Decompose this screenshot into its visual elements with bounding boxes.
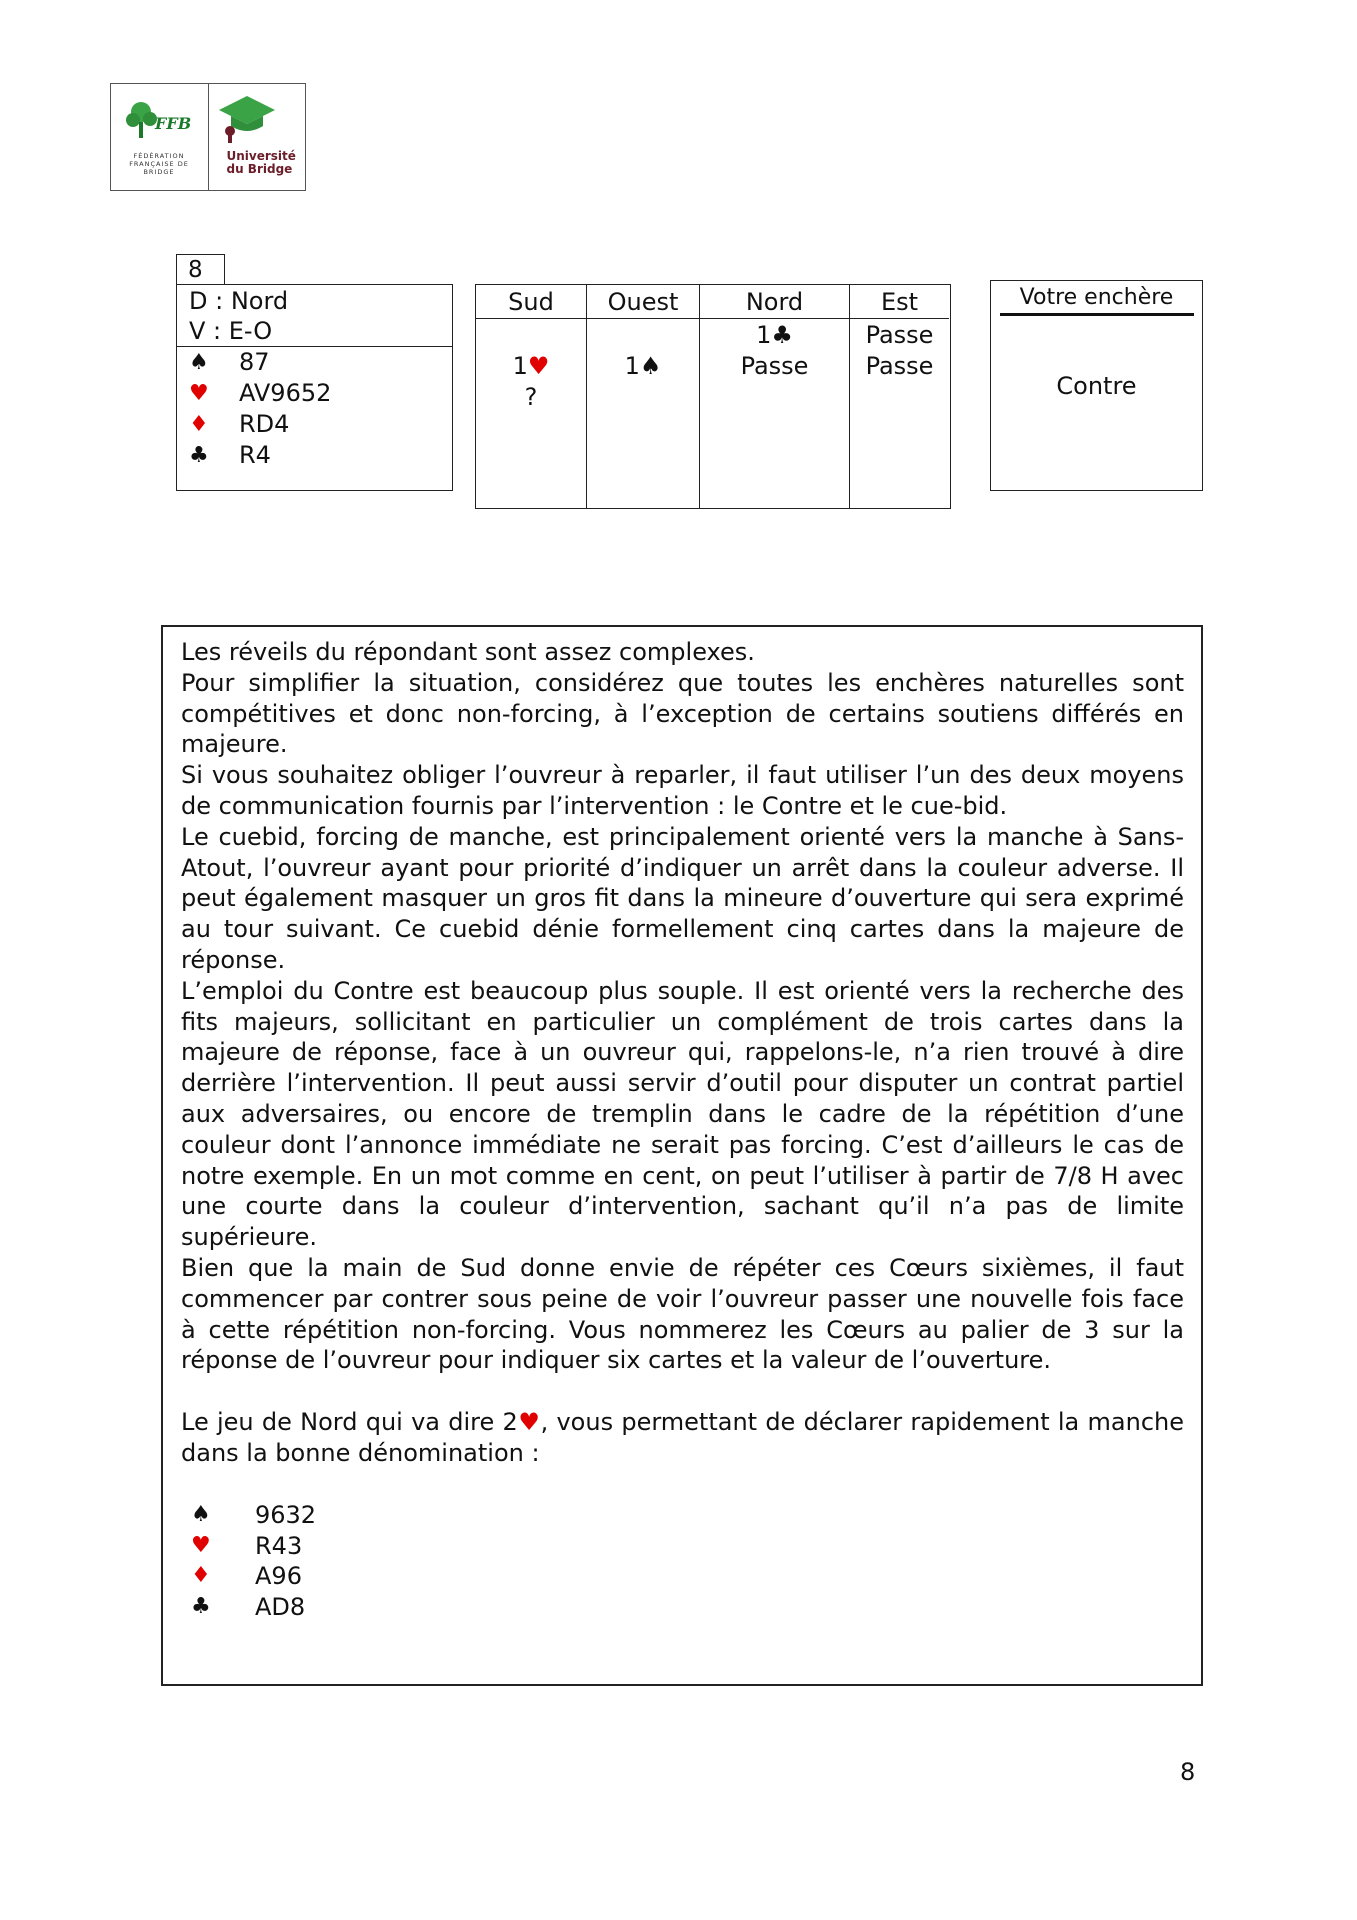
spade-icon: ♠ [639, 352, 662, 380]
paragraph-1: Les réveils du répondant sont assez complexes. [181, 638, 755, 666]
paragraph-6: Bien que la main de Sud donne envie de répéter ces Cœurs sixièmes, il faut commencer par contrer sous peine de voir l’ouvreur passer une nouvelle fois face à cette répétition non-forcing. Vous nommerez les Cœurs au palier de 3 sur la réponse de l’ouvreur pour indiquer six cartes et la valeur de l’ouverture. [181, 1253, 1184, 1375]
club-icon: ♣ [771, 321, 793, 349]
north-row-diamonds [181, 1561, 1184, 1592]
paragraph-4: Le cuebid, forcing de manche, est principalement orienté vers la manche à Sans-Atout, l’ouvreur ayant pour priorité d’indiquer un arrêt dans la couleur adverse. Il peut également masquer un gros fit dans la mineure d’ouverture qui sera exprimé au tour suivant. Ce cuebid dénie formellement cinq cartes dans la majeure de réponse. [181, 822, 1184, 974]
logo [110, 83, 306, 191]
bid-cells [700, 319, 849, 382]
bid-level: 1 [756, 321, 772, 349]
bid-column-sud [476, 285, 586, 508]
answer-divider [1000, 313, 1194, 316]
deal-box [176, 284, 453, 491]
hand-cards: AV9652 [239, 379, 332, 407]
bid-level: 1 [624, 352, 640, 380]
spacer [181, 1376, 1184, 1407]
hand-cards: RD4 [239, 410, 290, 438]
bid-header-nord: Nord [700, 285, 849, 319]
bid-cell: Passe [865, 321, 934, 349]
paragraph-2: Pour simplifier la situation, considérez que toutes les enchères naturelles sont compétitives et donc non-forcing, à l’exception de certains soutiens différés en majeure. [181, 668, 1184, 759]
hand-cards: A96 [255, 1562, 302, 1591]
heart-icon: ♥ [527, 352, 550, 380]
hand-cards: 87 [239, 348, 270, 376]
diamond-icon: ♦ [191, 1563, 211, 1589]
explanation-box [161, 625, 1203, 1686]
bid-cell [476, 351, 586, 382]
bid-level: 1 [512, 352, 528, 380]
universite-line1: Université [226, 149, 296, 163]
hand-cards: 9632 [255, 1500, 317, 1529]
bid-header-ouest: Ouest [587, 285, 699, 319]
universite-logo [208, 84, 306, 190]
bid-cell-question: ? [524, 383, 538, 411]
bid-column-est [849, 285, 949, 508]
paragraph-7-end: , vous permettant de déclarer rapidement la manche dans la bonne dénomination : [181, 1408, 1184, 1467]
south-hand [177, 347, 452, 471]
dealer-line: D : Nord [189, 287, 289, 315]
heart-icon: ♥ [189, 381, 209, 406]
hand-row-hearts [189, 378, 452, 409]
bid-column-ouest [586, 285, 699, 508]
diamond-icon: ♦ [189, 412, 209, 437]
bid-header-sud: Sud [476, 285, 586, 319]
bid-cell: Passe [865, 352, 934, 380]
ffb-logo [111, 84, 208, 190]
bid-cells [850, 319, 949, 382]
heart-icon: ♥ [191, 1532, 211, 1558]
answer-value: Contre [1056, 372, 1137, 400]
bidding-table [475, 284, 951, 509]
hand-row-clubs [189, 440, 452, 471]
vulnerability-line: V : E-O [189, 317, 273, 345]
bid-cell-empty [587, 320, 699, 351]
heart-icon: ♥ [517, 1408, 541, 1437]
bid-cell [587, 351, 699, 382]
hand-cards: AD8 [255, 1593, 306, 1622]
hand-cards: R4 [239, 441, 271, 469]
north-row-hearts [181, 1531, 1184, 1562]
hand-row-diamonds [189, 409, 452, 440]
bid-cells [476, 319, 586, 413]
ffb-subtitle: FÉDÉRATION FRANÇAISE DE BRIDGE [129, 152, 189, 176]
hand-row-spades [189, 347, 452, 378]
dealer-vulnerability [177, 285, 452, 347]
club-icon: ♣ [189, 443, 209, 468]
hand-cards: R43 [255, 1531, 303, 1560]
paragraph-3: Si vous souhaitez obliger l’ouvreur à reparler, il faut utiliser l’un des deux moyens de communication fournis par l’intervention : le Contre et le cue-bid. [181, 761, 1184, 820]
north-row-clubs [181, 1592, 1184, 1623]
page-number: 8 [1180, 1758, 1196, 1786]
bid-column-nord [699, 285, 849, 508]
north-hand [181, 1500, 1184, 1623]
graduation-cap-icon [217, 94, 297, 149]
spade-icon: ♠ [189, 350, 209, 375]
universite-wordmark [227, 150, 296, 176]
bid-cell [700, 320, 849, 351]
bid-header-est: Est [850, 285, 949, 319]
club-icon: ♣ [191, 1594, 211, 1620]
deal-number: 8 [176, 254, 225, 285]
ffb-wordmark: FFB [155, 114, 192, 133]
paragraph-7 [181, 1407, 1184, 1469]
paragraph-5: L’emploi du Contre est beaucoup plus souple. Il est orienté vers la recherche des fits majeurs, sollicitant en particulier un complément de trois cartes dans la majeure de réponse, face à un ouvreur qui, rappelons-le, n’a rien trouvé à dire derrière l’intervention. Il peut aussi servir d’outil pour disputer un contrat partiel aux adversaires, ou encore de tremplin dans le cadre de la répétition d’une couleur dont l’annonce immédiate ne serait pas forcing. C’est d’ailleurs le cas de notre exemple. En un mot comme en cent, on peut l’utiliser à partir de 7/8 H avec une courte dans la couleur d’intervention, sachant qu’il n’a pas de limite supérieure. [181, 976, 1184, 1252]
paragraph-7-start: Le jeu de Nord qui va dire 2 [181, 1408, 518, 1437]
answer-title: Votre enchère [1019, 285, 1174, 310]
spade-icon: ♠ [191, 1501, 211, 1527]
bid-cells [587, 319, 699, 382]
bid-cell: Passe [740, 352, 809, 380]
answer-box [990, 280, 1203, 491]
universite-line2: du Bridge [226, 162, 293, 176]
bid-cell-empty [476, 320, 586, 351]
north-row-spades [181, 1500, 1184, 1531]
